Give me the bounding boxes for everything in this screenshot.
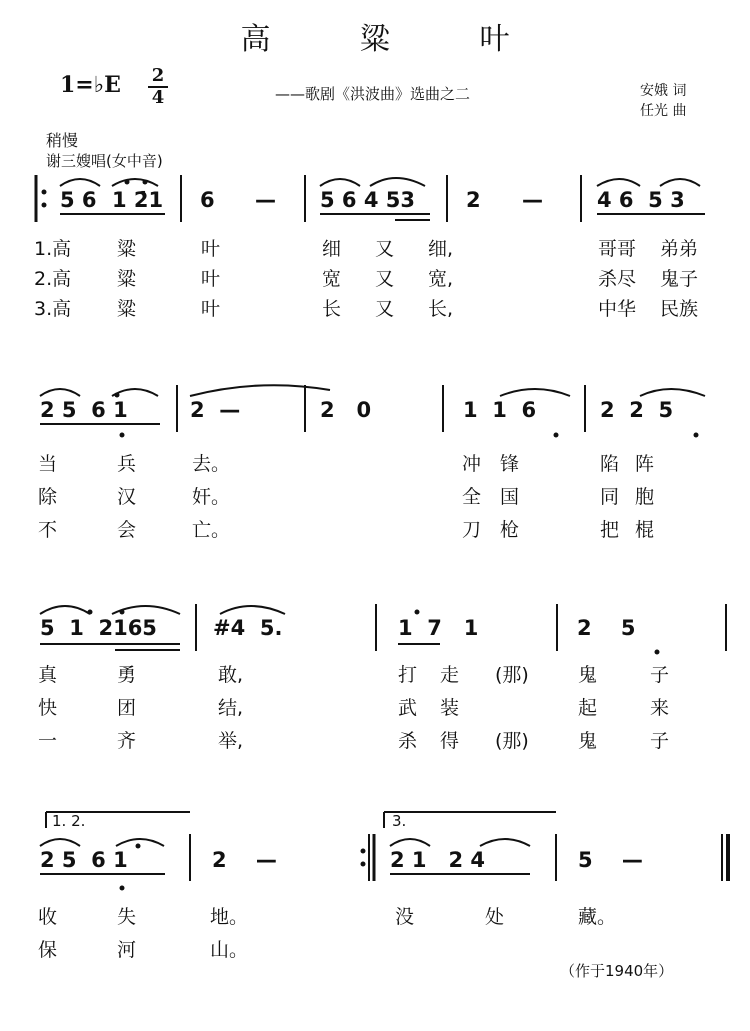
lyric: 杀 [398, 730, 418, 752]
lyric: 1.高 [34, 238, 72, 260]
lyric: 粱 [117, 238, 137, 260]
lyric: 长 [322, 298, 342, 320]
lyric: 奸。 [192, 486, 231, 508]
note: 6 [200, 188, 215, 212]
note: 2 5 6 1 [40, 398, 128, 422]
note: 2 — [190, 398, 241, 422]
lyric: 又 [375, 268, 395, 290]
note: 5 — [578, 848, 643, 872]
octave-dot [554, 433, 559, 438]
lyric: 子 [650, 664, 670, 686]
slur [390, 839, 430, 846]
volta-1-label: 1. 2. [52, 812, 86, 830]
lyric: 真 [38, 664, 58, 686]
lyric: 3.高 [34, 298, 72, 320]
octave-dot [120, 433, 125, 438]
lyric: 子 [650, 730, 670, 752]
slur [40, 606, 90, 614]
repeat-dot [42, 190, 47, 195]
composer-credit: 任光 曲 [640, 103, 687, 119]
lyric: 收 [38, 906, 58, 928]
octave-dot [655, 650, 660, 655]
repeat-dot [361, 862, 366, 867]
lyric: 河 [117, 939, 137, 961]
lyric: 宽 [322, 268, 342, 290]
lyric: 结, [218, 697, 244, 719]
note: #4 5. [213, 616, 283, 640]
octave-dot [120, 610, 125, 615]
lyric: 宽, [428, 268, 454, 290]
slur [640, 389, 705, 396]
lyric: 打 [398, 664, 418, 686]
lyric: 起 [578, 697, 598, 719]
lyric: 保 [38, 939, 58, 961]
lyric: 胞 [635, 486, 655, 508]
tempo-marking: 稍慢 [46, 131, 79, 150]
lyric: 来 [650, 697, 670, 719]
lyric: 快 [38, 697, 58, 719]
lyric: 鬼 [578, 664, 598, 686]
lyric: 又 [375, 238, 395, 260]
lyric: 国 [500, 486, 520, 508]
lyric: 弟弟 [660, 238, 699, 260]
note: 2 — [212, 848, 277, 872]
note: 2 5 6 1 [40, 848, 128, 872]
key-signature: 1=♭E [60, 72, 121, 98]
note: 2 0 [320, 398, 372, 422]
lyric: 把 [600, 519, 620, 541]
octave-dot [694, 433, 699, 438]
slur [220, 606, 285, 614]
lyric: 处 [485, 906, 505, 928]
octave-dot [88, 610, 93, 615]
lyric: 长, [428, 298, 454, 320]
lyric: 鬼 [578, 730, 598, 752]
lyric: 冲 [462, 453, 482, 475]
lyric: 刀 [462, 519, 482, 541]
lyric: 山。 [210, 939, 249, 961]
note: 5 6 4 53 [320, 188, 415, 212]
note: 1 7 1 [398, 616, 479, 640]
singer-note: 谢三嫂唱(女中音) [46, 152, 163, 170]
lyric: 陷 [600, 453, 620, 475]
lyric: 藏。 [578, 906, 617, 928]
slur [190, 385, 330, 396]
note: 5 6 [60, 188, 97, 212]
lyric: 叶 [201, 298, 221, 320]
lyric: 举, [218, 730, 244, 752]
note: 5 1 2165 [40, 616, 157, 640]
slur [660, 179, 700, 186]
lyric: 团 [117, 697, 137, 719]
lyric: 锋 [500, 453, 520, 475]
repeat-dot [42, 203, 47, 208]
lyric: 粱 [117, 298, 137, 320]
lyric: 阵 [635, 453, 655, 475]
octave-dot [115, 393, 120, 398]
note: 4 6 5 3 [597, 188, 685, 212]
note: — [255, 188, 276, 212]
lyric: 2.高 [34, 268, 72, 290]
time-signature-top: 2 [151, 65, 165, 86]
note: 2 [466, 188, 481, 212]
octave-dot [120, 886, 125, 891]
lyric: 全 [462, 486, 482, 508]
slur [500, 389, 570, 396]
slur [40, 839, 80, 846]
slur [597, 179, 640, 186]
lyric: 民族 [660, 298, 699, 320]
lyric: 中华 [598, 298, 637, 320]
lyric: 勇 [117, 664, 137, 686]
lyric: 武 [398, 697, 418, 719]
lyric: (那) [495, 664, 529, 686]
composition-note: （作于1940年） [560, 962, 674, 980]
lyric: 一 [38, 730, 58, 752]
lyric: 失 [117, 906, 137, 928]
lyric: 棍 [635, 519, 655, 541]
lyric: 当 [38, 453, 58, 475]
slur [480, 839, 530, 846]
time-signature-bottom: 4 [151, 87, 165, 108]
lyric: 地。 [210, 906, 249, 928]
note: — [522, 188, 543, 212]
octave-dot [415, 610, 420, 615]
volta-2-label: 3. [392, 812, 407, 830]
lyric: 不 [38, 519, 58, 541]
lyric: 齐 [117, 730, 137, 752]
lyric: 汉 [117, 486, 137, 508]
slur [40, 389, 80, 396]
octave-dot [143, 180, 148, 185]
lyric: 走 [440, 664, 460, 686]
note: 1 2̇1 [112, 188, 164, 212]
lyric: 同 [600, 486, 620, 508]
slur [60, 179, 100, 186]
subtitle: ——歌剧《洪波曲》选曲之二 [275, 85, 471, 103]
lyric: 会 [117, 519, 137, 541]
slur [112, 179, 158, 186]
lyric: 杀尽 [598, 268, 637, 290]
note: 1 1 6 [463, 398, 537, 422]
lyric: 哥哥 [598, 238, 637, 260]
note: 2 1 2 4 [390, 848, 486, 872]
lyric: 鬼子 [660, 268, 699, 290]
lyric: 粱 [117, 268, 137, 290]
note: 2 5 [577, 616, 636, 640]
octave-dot [136, 844, 141, 849]
lyric: 叶 [201, 238, 221, 260]
note: 2 2 5 [600, 398, 674, 422]
lyric: 细 [322, 238, 342, 260]
lyric: 枪 [500, 519, 520, 541]
lyric: 又 [375, 298, 395, 320]
lyric: 叶 [201, 268, 221, 290]
lyric: 亡。 [192, 519, 231, 541]
octave-dot [125, 180, 130, 185]
song-title: 高 粱 叶 [240, 22, 550, 57]
lyric: 装 [440, 697, 460, 719]
lyric: 去。 [192, 453, 231, 475]
lyric: 没 [395, 906, 415, 928]
slur [320, 179, 360, 186]
repeat-dot [361, 849, 366, 854]
lyric: 细, [428, 238, 454, 260]
lyric: 敢, [218, 664, 244, 686]
lyric: 除 [38, 486, 58, 508]
lyric: (那) [495, 730, 529, 752]
lyric: 兵 [117, 453, 137, 475]
slur [370, 178, 425, 186]
lyricist-credit: 安娥 词 [640, 83, 687, 99]
lyric: 得 [440, 730, 460, 752]
